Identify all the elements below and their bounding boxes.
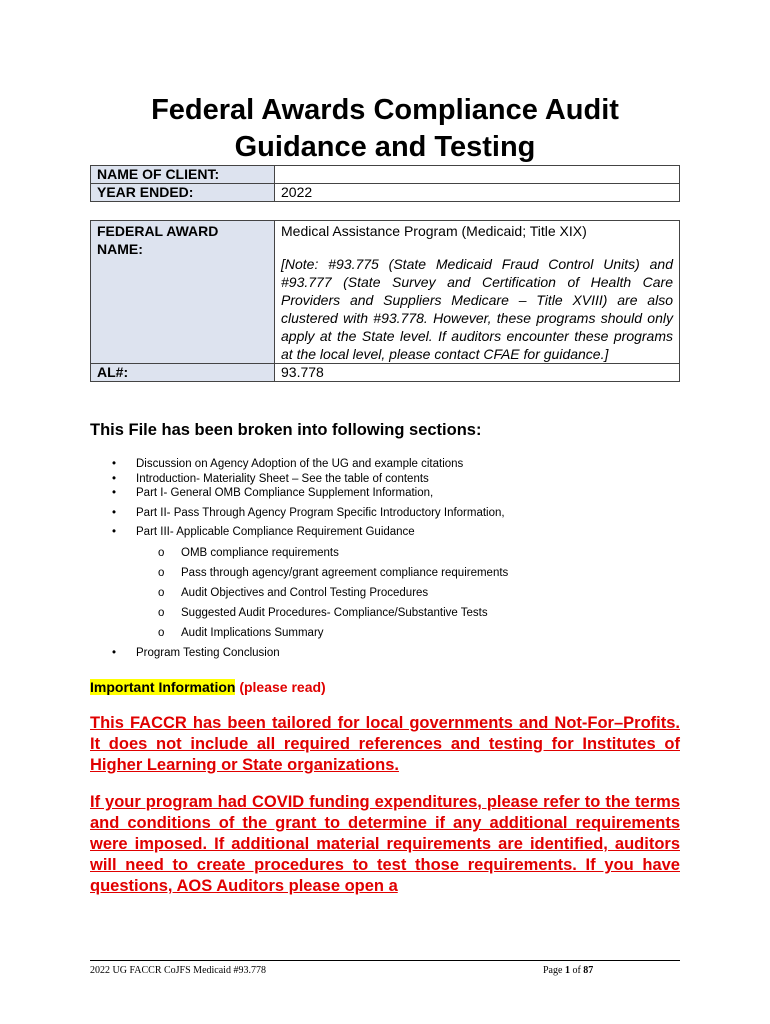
client-label: NAME OF CLIENT: [91, 166, 275, 184]
page-current: 1 [564, 965, 570, 976]
footer-divider [90, 960, 680, 961]
client-value [275, 166, 680, 184]
footer-document-id: 2022 UG FACCR CoJFS Medicaid #93.778 [90, 965, 266, 976]
page-of: of [572, 965, 581, 976]
year-row [91, 184, 680, 202]
sub-list-item: o OMB compliance requirements [136, 546, 680, 560]
award-label: FEDERAL AWARD NAME: [91, 221, 275, 364]
covid-notice: If your program had COVID funding expenditures, please refer to the terms and conditions of the grant to determine if any additional requirements were imposed. If additional material requirements are identified, auditors will need to create procedures to test those requirements. If you have questions, AOS Auditors please open a [90, 793, 680, 895]
tailoring-notice: This FACCR has been tailored for local governments and Not-For–Profits. It does not include all required references and testing for Institutes of Higher Learning or State organizations. [90, 714, 680, 774]
sub-list-item: o Pass through agency/grant agreement compliance requirements [136, 566, 680, 580]
important-note: (please read) [239, 679, 326, 695]
year-value: 2022 [275, 184, 680, 202]
list-item: • Program Testing Conclusion [90, 646, 680, 661]
sub-list-item: o Audit Implications Summary [136, 626, 680, 640]
award-value: Medical Assistance Program (Medicaid; Title XIX) [281, 223, 587, 239]
client-row [91, 166, 680, 184]
page-word: Page [543, 965, 563, 976]
title-line-2: Guidance and Testing [234, 131, 536, 163]
year-label: YEAR ENDED: [91, 184, 275, 202]
award-cell [275, 221, 680, 364]
list-item [90, 525, 680, 640]
list-item: • Introduction- Materiality Sheet – See the table of contents [90, 472, 680, 487]
award-info-table [90, 220, 680, 382]
client-info-table [90, 165, 680, 202]
important-info-heading [90, 679, 326, 695]
important-label: Important Information [90, 679, 236, 695]
list-item: • Part II- Pass Through Agency Program Specific Introductory Information, [90, 506, 680, 521]
list-item-label: Part III- Applicable Compliance Requirement Guidance [136, 526, 415, 538]
al-label: AL#: [91, 364, 275, 382]
page-number [543, 965, 593, 976]
al-row [91, 364, 680, 382]
list-item: • Part I- General OMB Compliance Supplement Information, [90, 486, 680, 501]
page-total: 87 [583, 965, 594, 976]
title-line-1: Federal Awards Compliance Audit [151, 94, 619, 126]
award-note: [Note: #93.775 (State Medicaid Fraud Control Units) and #93.777 (State Survey and Certification of Health Care Providers and Suppliers Medicare – Title XVIII) are also clustered with #93.778. However, these programs should only apply at the State level. If auditors encounter these programs at the local level, please contact CFAE for guidance.] [281, 256, 673, 362]
sections-heading: This File has been broken into following sections: [90, 421, 482, 439]
sections-list [90, 457, 680, 660]
list-item: • Discussion on Agency Adoption of the UG and example citations [90, 457, 680, 472]
award-row [91, 221, 680, 364]
sub-list-item: o Suggested Audit Procedures- Compliance/Substantive Tests [136, 606, 680, 620]
al-value: 93.778 [275, 364, 680, 382]
sub-list-item: o Audit Objectives and Control Testing Procedures [136, 586, 680, 600]
subsections-list [136, 546, 680, 640]
document-title [90, 92, 680, 166]
